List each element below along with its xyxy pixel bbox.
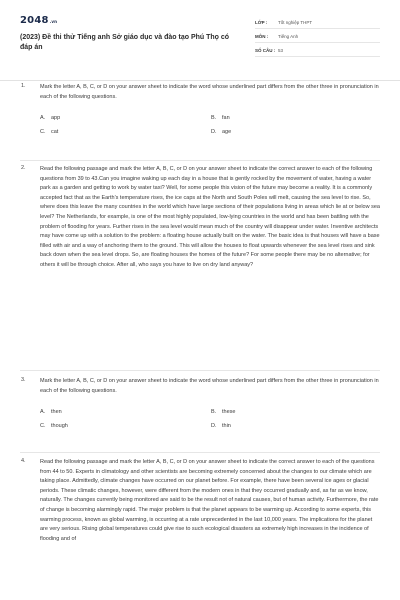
option-letter: A. bbox=[40, 115, 46, 122]
question-number: 1. bbox=[21, 83, 26, 89]
option-text: app bbox=[51, 115, 61, 122]
option-letter: A. bbox=[40, 409, 46, 416]
meta-value: 53 bbox=[278, 48, 284, 53]
meta-row-subject bbox=[255, 31, 380, 43]
option-text: thin bbox=[222, 423, 231, 430]
option-letter: D. bbox=[211, 423, 217, 430]
answer-options bbox=[40, 115, 380, 135]
option-letter: D. bbox=[211, 129, 217, 136]
option-letter: C. bbox=[40, 129, 46, 136]
meta-label: MÔN : bbox=[255, 34, 269, 39]
question-number: 3. bbox=[21, 377, 26, 383]
meta-row-class bbox=[255, 17, 380, 29]
option-text: these bbox=[222, 409, 236, 416]
question-number: 4. bbox=[21, 458, 26, 464]
option-letter: B. bbox=[211, 115, 217, 122]
header bbox=[0, 0, 400, 68]
question-2 bbox=[0, 165, 400, 271]
question-stem: Read the following passage and mark the letter A, B, C, or D on your answer sheet to indicate the correct answer to each of the questions from 44 to 50. Experts in climatology and other scientists are becoming extremely concerned about the changes to our climate which are taking place. Admittedly, climate changes have occurred on our planet before. For example, there have been several ice ages or glacial periods. These climatic changes, however, were different from the modern ones in that they occurred gradually and, as far as we know, naturally. The changes currently being monitored are said to be the result not of natural causes, but of human activity. Furthermore, the rate of change is becoming alarmingly rapid. The major problem is that the planet appears to be warming up. According to some experts, this warming process, known as global warming, is occurring at a rate unprecedented in the last 10,000 years. The implications for the planet are very serious. Rising global temperatures could give rise to such ecological disasters as extremely high increases in the incidence of flooding and of bbox=[40, 459, 379, 542]
question-number: 2. bbox=[21, 165, 26, 171]
question-stem: Read the following passage and mark the letter A, B, C, or D on your answer sheet to indicate the correct answer to each of the following questions from 39 to 43.Can you imagine waking up each day in a house that is gently rocked by the movement of water, having a water park as a garden and getting to work by water taxi? Well, for some people this vision of the future may become a reality. It is a commonly accepted fact that as the Earth's temperature rises, the ice caps at the North and South Poles will melt, causing the sea level to rise. So, where does this leave the many countries in the world which have large sections of their populations living in areas which lie at or below sea level? The Netherlands, for example, is one of the most highly populated, low-lying countries in the world and has been battling with the problem of flooding for years. Further rises in the sea level would mean much of the country will disappear under water. Inventive architects may have come up with a solution to the problem: a floating house actually built on the water. The basic idea is that houses will have a base filled with air and a way of anchoring them to the ground. This will allow the houses to float upwards whenever the sea level rises and sink back down when the sea level drops. So, are floating houses the homes of the future? For some people there may be no alternative; for others it will be through choice. After all, who says you have to live on dry land anyway? bbox=[40, 166, 380, 268]
meta-label: SỐ CÂU : bbox=[255, 48, 276, 53]
option-text: fan bbox=[222, 115, 230, 122]
option-d[interactable] bbox=[211, 129, 361, 135]
question-stem: Mark the letter A, B, C, or D on your answer sheet to indicate the word whose underlined part differs from the other three in pronunciation in each of the following questions. bbox=[40, 378, 379, 394]
option-text: though bbox=[51, 423, 68, 430]
option-letter: B. bbox=[211, 409, 217, 416]
question-divider bbox=[20, 160, 380, 161]
question-3 bbox=[0, 377, 400, 429]
question-divider bbox=[20, 370, 380, 371]
meta-row-count bbox=[255, 45, 380, 57]
option-b[interactable] bbox=[211, 115, 361, 121]
brand-suffix: .vn bbox=[49, 19, 58, 24]
option-b[interactable] bbox=[211, 409, 361, 415]
site-logo[interactable] bbox=[20, 15, 57, 26]
option-c[interactable] bbox=[40, 129, 211, 135]
option-text: cat bbox=[51, 129, 59, 136]
question-stem: Mark the letter A, B, C, or D on your answer sheet to indicate the word whose underlined part differs from the other three in pronunciation in each of the following questions. bbox=[40, 84, 379, 100]
option-a[interactable] bbox=[40, 409, 211, 415]
option-letter: C. bbox=[40, 423, 46, 430]
option-text: then bbox=[51, 409, 62, 416]
brand-name: 2048 bbox=[20, 15, 49, 26]
option-text: age bbox=[222, 129, 232, 136]
question-4 bbox=[0, 458, 400, 544]
exam-meta bbox=[255, 17, 380, 59]
meta-label: LỚP : bbox=[255, 20, 268, 25]
header-divider bbox=[0, 80, 400, 81]
meta-value: Tốt nghiệp THPT bbox=[278, 20, 313, 25]
question-divider bbox=[20, 452, 380, 453]
answer-options bbox=[40, 409, 380, 429]
question-1 bbox=[0, 83, 400, 135]
meta-value: Tiếng Anh bbox=[278, 34, 299, 39]
page-title: (2023) Đề thi thử Tiếng anh Sở giáo dục và đào tạo Phú Thọ có đáp án bbox=[20, 34, 230, 51]
option-d[interactable] bbox=[211, 423, 361, 429]
option-a[interactable] bbox=[40, 115, 211, 121]
option-c[interactable] bbox=[40, 423, 211, 429]
